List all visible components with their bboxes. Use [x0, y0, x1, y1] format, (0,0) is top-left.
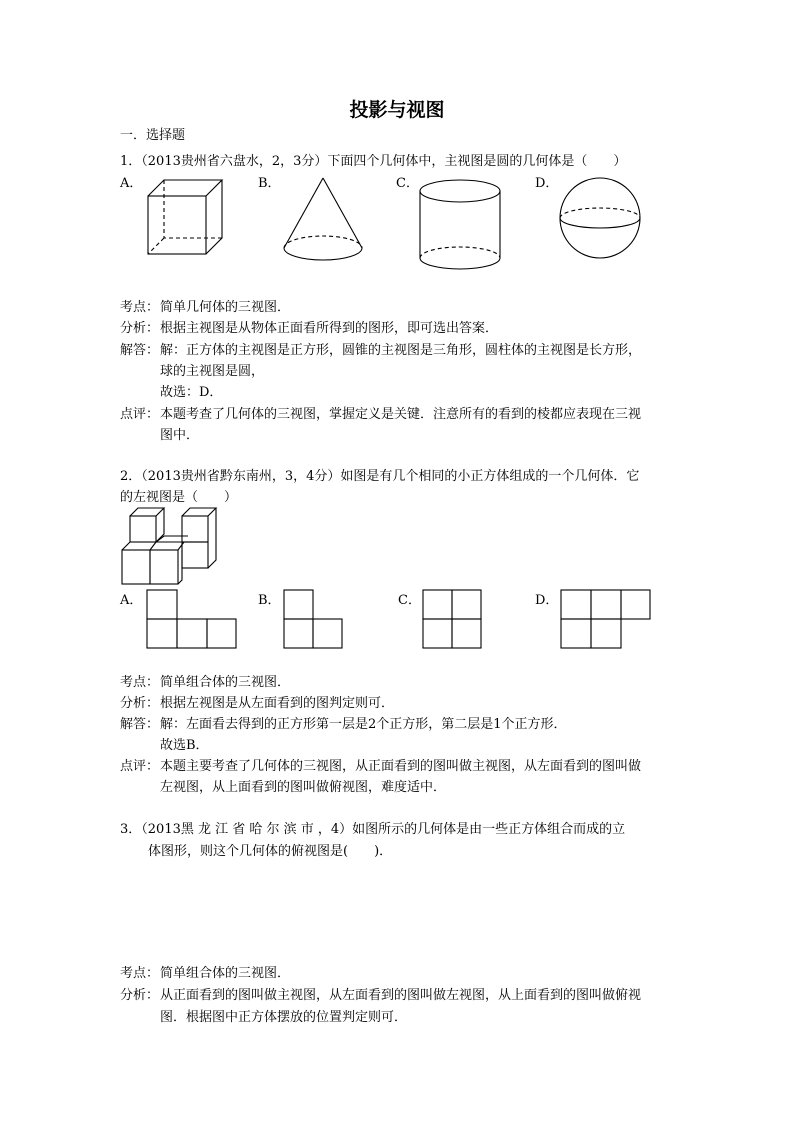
q1-option-c-label: C．: [396, 176, 419, 191]
q3-fenxi-line1: 从正面看到的图叫做主视图，从左面看到的图叫做左视图，从上面看到的图叫做俯视: [160, 988, 642, 1003]
q1-kaodian-label: 考点：: [120, 300, 160, 315]
q3-kaodian-label: 考点：: [120, 966, 160, 981]
q2-dianping-label: 点评：: [120, 759, 160, 774]
cube-figure: [140, 178, 240, 258]
q1-stem: 1．（2013贵州省六盘水，2，3分）下面四个几何体中，主视图是圆的几何体是（ ）: [120, 154, 627, 169]
q3-fenxi-label: 分析：: [120, 988, 160, 1003]
q3-stem-line1: 3．（2013黑 龙 江 省 哈 尔 滨 市 ，4）如图所示的几何体是由一些正方体组合而成的立: [120, 822, 626, 837]
q2-kaodian: 简单组合体的三视图．: [160, 675, 291, 690]
q3-stem-line2: 体图形，则这个几何体的俯视图是( )．: [148, 844, 393, 859]
q2-option-d-label: D．: [535, 593, 559, 608]
q1-fenxi: 根据主视图是从物体正面看所得到的图形，即可选出答案．: [160, 321, 499, 336]
q1-jieda-line1: 解：正方体的主视图是正方形，圆锥的主视图是三角形，圆柱体的主视图是长方形，: [160, 343, 642, 358]
q1-jieda-label: 解答：: [120, 343, 160, 358]
cone-figure: [280, 176, 376, 276]
q1-jieda-line2: 球的主视图是圆，: [160, 364, 265, 379]
q2-jieda-label: 解答：: [120, 717, 160, 732]
q2-option-a-label: A．: [120, 593, 143, 608]
q1-kaodian: 简单几何体的三视图．: [160, 300, 291, 315]
q2-stem-line2: 的左视图是（ ）: [120, 490, 238, 505]
q3-kaodian: 简单组合体的三视图．: [160, 966, 291, 981]
q2-kaodian-label: 考点：: [120, 675, 160, 690]
q3-fenxi-line2: 图．根据图中正方体摆放的位置判定则可．: [160, 1010, 408, 1025]
q2-fenxi-label: 分析：: [120, 696, 160, 711]
q1-dianping-line1: 本题考查了几何体的三视图，掌握定义是关键．注意所有的看到的棱都应表现在三视: [160, 407, 642, 422]
cylinder-figure: [418, 178, 508, 274]
q2-fenxi: 根据左视图是从左面看到的图判定则可．: [160, 696, 395, 711]
q2-option-c-figure: [422, 589, 484, 651]
q1-dianping-line2: 图中．: [160, 428, 200, 443]
q2-dianping-line1: 本题主要考查了几何体的三视图，从正面看到的图叫做主视图，从左面看到的图叫做: [160, 759, 642, 774]
q2-dianping-line2: 左视图，从上面看到的图叫做俯视图，难度适中．: [160, 780, 447, 795]
stacked-cubes-figure: [118, 506, 228, 588]
q2-option-b-figure: [283, 589, 345, 651]
page-title: 投影与视图: [349, 99, 445, 121]
q2-option-c-label: C．: [398, 593, 421, 608]
q2-option-d-figure: [560, 589, 652, 651]
q1-jieda-line3: 故选：D．: [160, 385, 223, 400]
q1-fenxi-label: 分析：: [120, 321, 160, 336]
q2-stem-line1: 2．（2013贵州省黔东南州，3，4分）如图是有几个相同的小正方体组成的一个几何体．它: [120, 469, 640, 484]
q2-jieda-line1: 解：左面看去得到的正方形第一层是2个正方形，第二层是1个正方形．: [160, 717, 567, 732]
q1-option-d-label: D．: [535, 176, 559, 191]
q2-jieda-line2: 故选B．: [160, 738, 209, 753]
q1-option-b-label: B．: [258, 176, 281, 191]
section-heading: 一．选择题: [120, 128, 186, 143]
q2-option-a-figure: [146, 589, 238, 651]
q2-option-b-label: B．: [258, 593, 281, 608]
sphere-figure: [558, 176, 648, 266]
q1-dianping-label: 点评：: [120, 407, 160, 422]
q1-option-a-label: A．: [120, 176, 143, 191]
